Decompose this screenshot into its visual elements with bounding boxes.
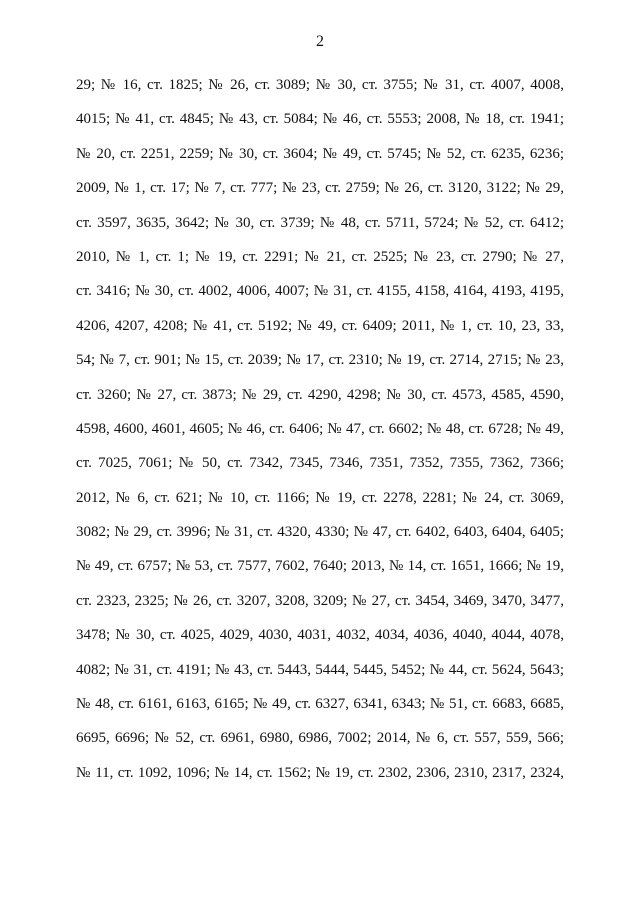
text-line: № 48, ст. 6161, 6163, 6165; № 49, ст. 6327, 6341, 6343; № 51, ст. 6683, 6685, — [76, 696, 564, 713]
text-line: ст. 2323, 2325; № 26, ст. 3207, 3208, 3209; № 27, ст. 3454, 3469, 3470, 3477, — [76, 592, 564, 609]
text-line: 29; № 16, ст. 1825; № 26, ст. 3089; № 30, ст. 3755; № 31, ст. 4007, 4008, — [76, 77, 564, 93]
text-line: 4015; № 41, ст. 4845; № 43, ст. 5084; № 46, ст. 5553; 2008, № 18, ст. 1941; — [76, 111, 564, 128]
text-line: 6695, 6696; № 52, ст. 6961, 6980, 6986, 7002; 2014, № 6, ст. 557, 559, 566; — [76, 730, 564, 747]
text-line: ст. 3597, 3635, 3642; № 30, ст. 3739; № 48, ст. 5711, 5724; № 52, ст. 6412; — [76, 214, 564, 231]
text-line: ст. 3416; № 30, ст. 4002, 4006, 4007; № 31, ст. 4155, 4158, 4164, 4193, 4195, — [76, 283, 564, 300]
text-line: ст. 3260; № 27, ст. 3873; № 29, ст. 4290, 4298; № 30, ст. 4573, 4585, 4590, — [76, 386, 564, 403]
page-number: 2 — [316, 33, 324, 50]
text-line: № 20, ст. 2251, 2259; № 30, ст. 3604; № 49, ст. 5745; № 52, ст. 6235, 6236; — [76, 145, 564, 162]
text-line: 4206, 4207, 4208; № 41, ст. 5192; № 49, ст. 6409; 2011, № 1, ст. 10, 23, 33, — [76, 317, 564, 334]
text-line: 3082; № 29, ст. 3996; № 31, ст. 4320, 4330; № 47, ст. 6402, 6403, 6404, 6405; — [76, 524, 564, 541]
text-line: 4598, 4600, 4601, 4605; № 46, ст. 6406; № 47, ст. 6602; № 48, ст. 6728; № 49, — [76, 420, 564, 437]
body-text — [76, 68, 564, 790]
text-line: 2012, № 6, ст. 621; № 10, ст. 1166; № 19, ст. 2278, 2281; № 24, ст. 3069, — [76, 489, 564, 506]
text-line: ст. 7025, 7061; № 50, ст. 7342, 7345, 7346, 7351, 7352, 7355, 7362, 7366; — [76, 455, 564, 472]
text-line: 2010, № 1, ст. 1; № 19, ст. 2291; № 21, ст. 2525; № 23, ст. 2790; № 27, — [76, 248, 564, 265]
text-line: 3478; № 30, ст. 4025, 4029, 4030, 4031, 4032, 4034, 4036, 4040, 4044, 4078, — [76, 627, 564, 644]
text-line: 54; № 7, ст. 901; № 15, ст. 2039; № 17, ст. 2310; № 19, ст. 2714, 2715; № 23, — [76, 352, 564, 369]
text-line: № 11, ст. 1092, 1096; № 14, ст. 1562; № 19, ст. 2302, 2306, 2310, 2317, 2324, — [76, 764, 564, 781]
text-line: 2009, № 1, ст. 17; № 7, ст. 777; № 23, ст. 2759; № 26, ст. 3120, 3122; № 29, — [76, 180, 564, 197]
text-line: 4082; № 31, ст. 4191; № 43, ст. 5443, 5444, 5445, 5452; № 44, ст. 5624, 5643; — [76, 661, 564, 678]
text-line: № 49, ст. 6757; № 53, ст. 7577, 7602, 7640; 2013, № 14, ст. 1651, 1666; № 19, — [76, 558, 564, 575]
